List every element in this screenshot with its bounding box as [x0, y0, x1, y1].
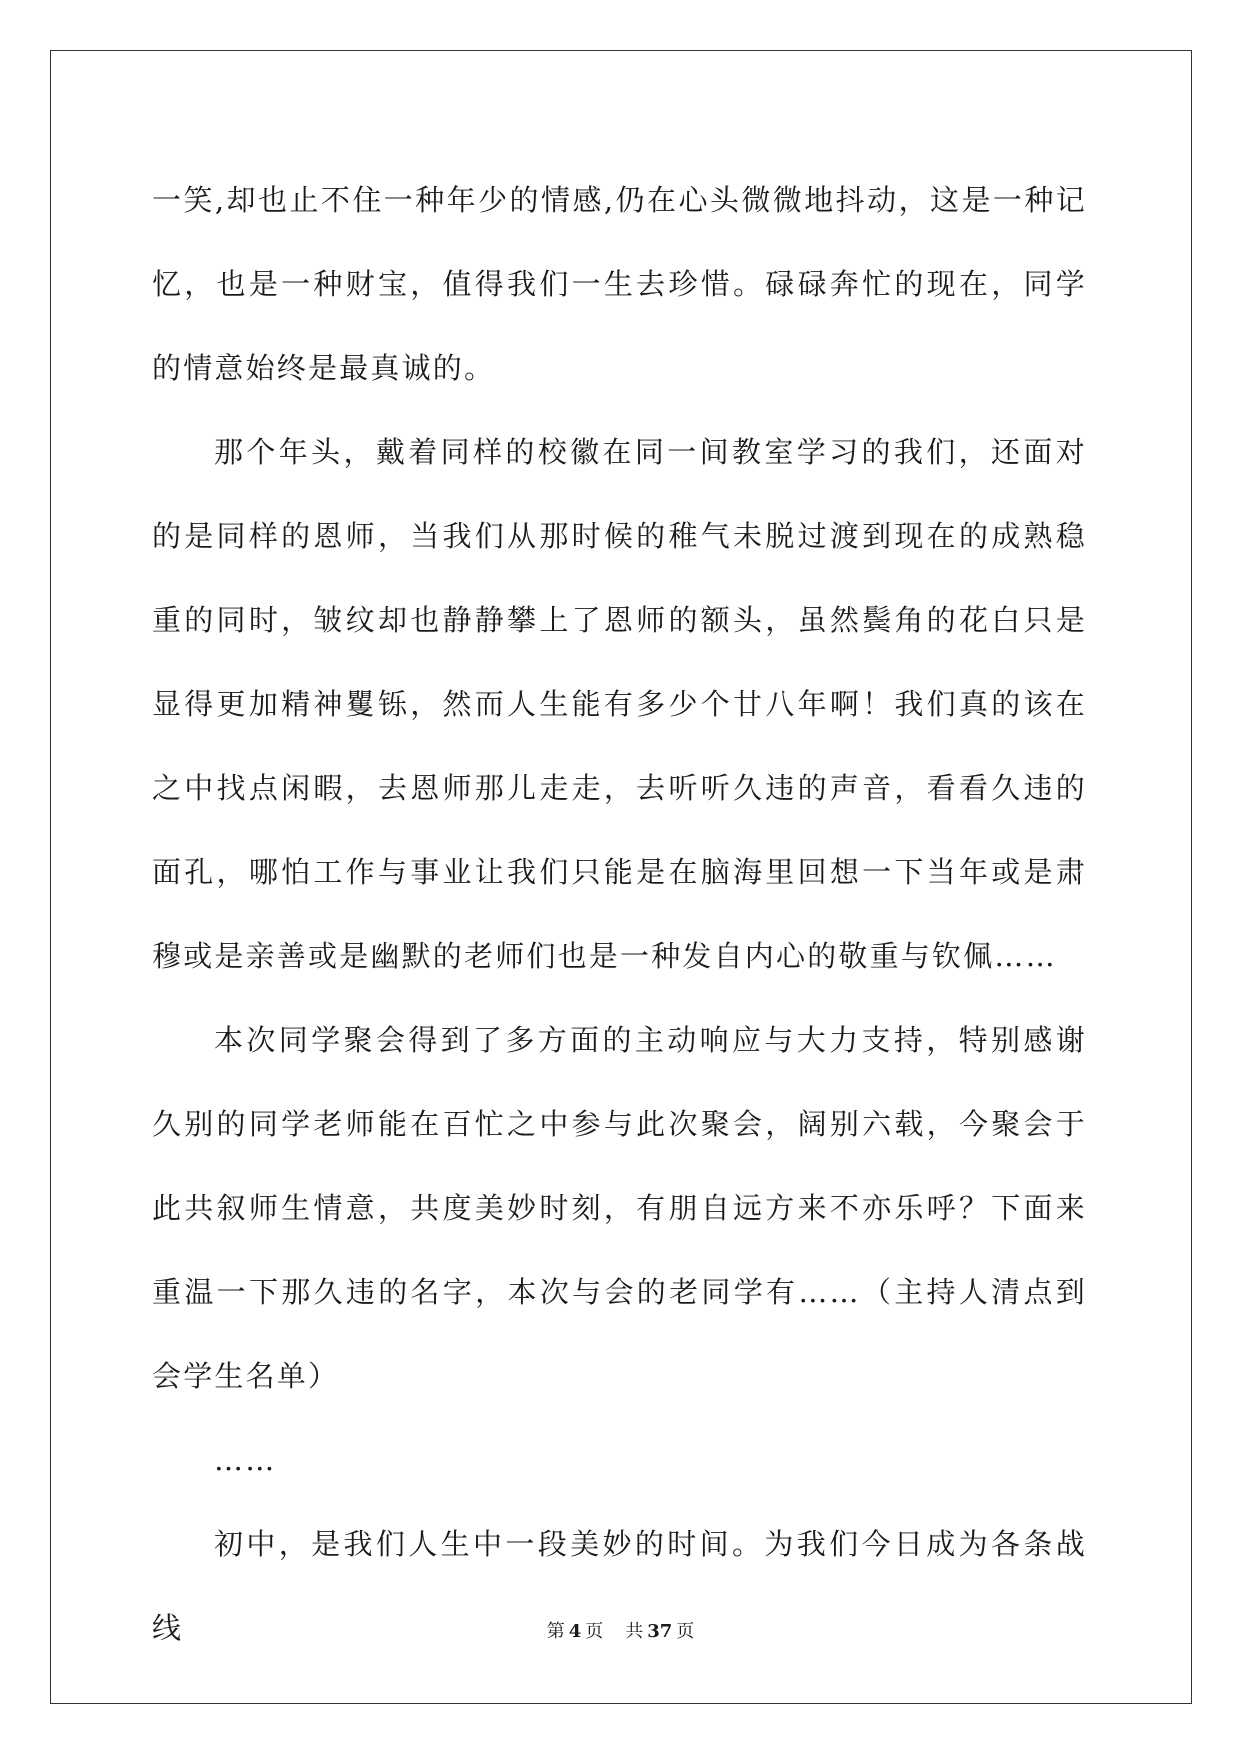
footer-total-prefix: 共: [625, 1621, 644, 1642]
page-footer: [0, 1617, 1241, 1643]
paragraph-4-ellipsis: ……: [214, 1443, 277, 1477]
paragraph-2: 那个年头，戴着同样的校徽在同一间教室学习的我们，还面对的是同样的恩师，当我们从那时候的稚气未脱过渡到现在的成熟稳重的同时，皱纹却也静静攀上了恩师的额头，虽然鬓角的花白只是显得更加精神矍铄，然而人生能有多少个廿八年啊！我们真的该在之中找点闲暇，去恩师那儿走走，去听听久违的声音，看看久违的面孔，哪怕工作与事业让我们只能是在脑海里回想一下当年或是肃穆或是亲善或是幽默的老师们也是一种发自内心的敬重与钦佩……: [152, 435, 1087, 973]
footer-page-number: 4: [568, 1621, 582, 1642]
paragraph-5: 初中，是我们人生中一段美妙的时间。为我们今日成为各条战线: [152, 1527, 1087, 1645]
footer-page-prefix: 第: [546, 1621, 565, 1642]
paragraph-3: 本次同学聚会得到了多方面的主动响应与大力支持，特别感谢久别的同学老师能在百忙之中参与此次聚会，阔别六载，今聚会于此共叙师生情意，共度美妙时刻，有朋自远方来不亦乐呼？下面来重温一下那久违的名字，本次与会的老同学有……（主持人清点到会学生名单）: [152, 1023, 1087, 1393]
paragraph-1: 一笑,却也止不住一种年少的情感,仍在心头微微地抖动，这是一种记忆，也是一种财宝，值得我们一生去珍惜。碌碌奔忙的现在，同学的情意始终是最真诚的。: [152, 183, 1087, 385]
footer-total-pages: 37: [647, 1621, 673, 1642]
document-body: [152, 158, 1087, 1670]
footer-page-suffix: 页: [585, 1621, 604, 1642]
footer-total-suffix: 页: [676, 1621, 695, 1642]
